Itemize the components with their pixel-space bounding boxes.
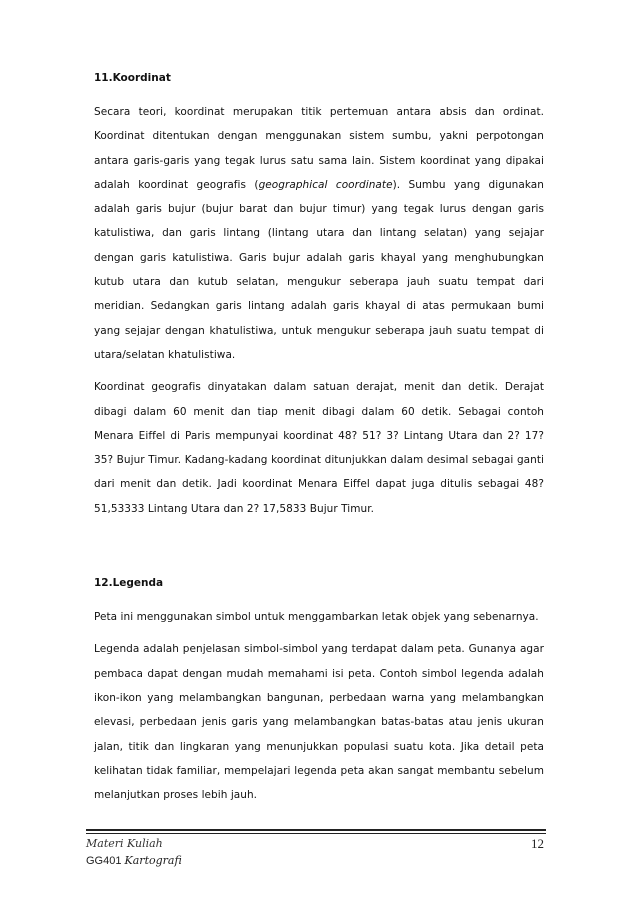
paragraph-koordinat-units: Koordinat geografis dinyatakan dalam satuan derajat, menit dan detik. Derajat dibagi dalam 60 menit dan tiap menit dibagi dalam 60 detik. Sebagai contoh Menara Eiffel di Paris mempunyai koordinat 48? 51? 3? Lintang Utara dan 2? 17? 35? Bujur Timur. Kadang-kadang koordinat ditunjukkan dalam desimal sebagai ganti dari menit dan detik. Jadi koordinat Menara Eiffel dapat juga ditulis sebagai 48? 51,53333 Lintang Utara dan 2? 17,5833 Bujur Timur. [94,381,544,515]
footer-course-name: Kartografi [124,854,182,867]
section-heading-koordinat: 11.Koordinat [94,72,171,84]
page-number: 12 [531,836,544,851]
footer-course-label: Materi Kuliah [86,837,163,850]
paragraph-text: ). Sumbu yang digunakan adalah garis bujur (bujur barat dan bujur timur) yang tegak lurus dengan garis katulistiwa, dan garis lintang (lintang utara dan lintang selatan) yang sejajar dengan garis katulistiwa. Garis bujur adalah garis khayal yang menghubungkan kutub utara dan kutub selatan, mengukur seberapa jauh suatu tempat dari meridian. Sedangkan garis lintang adalah garis khayal di atas permukaan bumi yang sejajar dengan khatulistiwa, untuk mengukur seberapa jauh suatu tempat di utara/selatan khatulistiwa. [94,178,544,361]
paragraph-legenda-intro: Peta ini menggunakan simbol untuk menggambarkan letak objek yang sebenarnya. [94,611,539,624]
page-content [94,70,544,815]
section-spacer [94,529,544,575]
footer-course-code: GG401 [86,855,122,867]
section-heading-legenda: 12.Legenda [94,577,164,590]
footer-course-title [86,854,182,867]
paragraph-legenda-definition: Legenda adalah penjelasan simbol-simbol yang terdapat dalam peta. Gunanya agar pembaca dapat dengan mudah memahami isi peta. Contoh simbol legenda adalah ikon-ikon yang melambangkan bangunan, perbedaan warna yang melambangkan elevasi, perbedaan jenis garis yang melambangkan batas-batas atau jenis ukuran jalan, titik dan lingkaran yang menunjukkan populasi suatu kota. Jika detail peta kelihatan tidak familiar, mempelajari legenda peta akan sangat membantu sebelum melanjutkan proses lebih jauh. [94,643,544,802]
paragraph-text: Secara teori, koordinat merupakan titik pertemuan antara absis dan ordinat. Koordinat ditentukan dengan menggunakan sistem sumbu, yakni perpotongan antara garis-garis yang tegak lurus satu sama lain. Sistem koordinat yang dipakai adalah koordinat geografis ( [94,106,544,191]
footer-row [86,834,546,870]
page-footer [86,829,546,870]
paragraph-koordinat-definition [94,100,544,367]
footer-rule-thick [86,829,546,831]
italic-term: geographical coordinate [258,178,393,191]
